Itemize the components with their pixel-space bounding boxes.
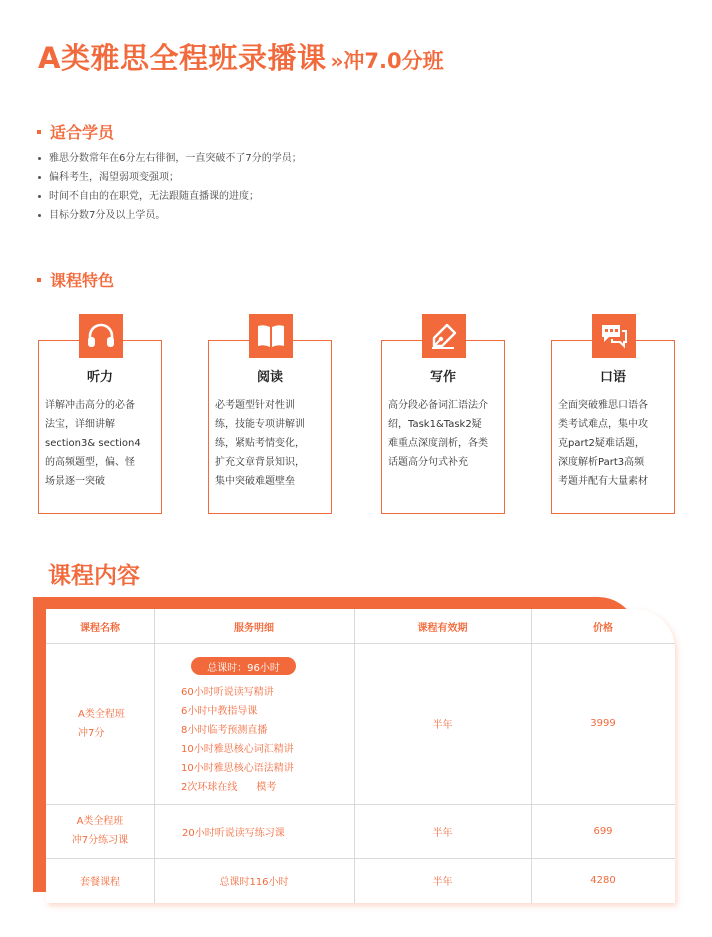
table-cell-validity: 半年 — [432, 877, 453, 888]
feature-card-writing — [381, 340, 505, 514]
card-text: 高分段必备词汇语法介 绍，Task1&Task2疑 难重点深度剖析，各类 话题高分句式补充 — [388, 400, 488, 468]
table-cell-detail: 20小时听说读写练习课 — [182, 827, 285, 839]
content-heading: 课程内容 — [48, 563, 140, 589]
table-cell-validity: 半年 — [432, 827, 453, 839]
card-text: 全面突破雅思口语各 类考试难点，集中攻 克part2疑难话题， 深度解析Part3高频 考题并配有大量素材 — [558, 400, 648, 487]
heading-marker — [37, 130, 41, 134]
table-cell-name: A类全程班 冲7分 — [78, 708, 125, 739]
table-cell-name: A类全程班 冲7分练习课 — [71, 816, 129, 846]
feature-card-listening — [38, 340, 162, 514]
audience-heading — [37, 120, 114, 143]
list-item: 8小时临考预测直播 — [181, 725, 268, 736]
column-header: 服务明细 — [234, 622, 274, 634]
table-cell-price: 4280 — [590, 875, 616, 886]
title-main: A类雅思全程班录播课 — [38, 41, 327, 75]
course-table — [46, 609, 675, 903]
card-title: 听力 — [86, 370, 113, 385]
card-title: 口语 — [599, 370, 626, 385]
title-arrow: » — [330, 49, 344, 73]
list-item: 偏科考生，渴望弱项变强项； — [38, 168, 302, 187]
feature-card-speaking — [551, 340, 675, 514]
heading-marker — [37, 278, 41, 282]
list-item: 目标分数7分及以上学员。 — [38, 206, 302, 225]
column-header: 课程名称 — [80, 622, 120, 634]
column-header: 价格 — [593, 622, 613, 634]
card-title: 阅读 — [256, 370, 283, 385]
card-text: 必考题型针对性训 练，技能专项讲解训 练，紧贴考情变化， 扩充文章背景知识， 集中突破难题壁垒 — [215, 400, 305, 487]
table-cell-validity: 半年 — [432, 720, 453, 731]
audience-list — [38, 149, 302, 225]
list-item: 时间不自由的在职党，无法跟随直播课的进度； — [38, 187, 302, 206]
speech-bubble-icon — [592, 314, 636, 358]
list-item: 10小时雅思核心词汇精讲 — [181, 744, 294, 755]
title-sub: 冲7.0分班 — [343, 49, 444, 73]
bullet-icon — [38, 157, 41, 160]
list-item: 60小时听说读写精讲 — [181, 687, 274, 698]
pen-icon — [422, 314, 466, 358]
bullet-icon — [38, 195, 41, 198]
list-item: 2次环球在线 模考 — [181, 782, 277, 793]
bullet-icon — [38, 176, 41, 179]
audience-heading-text: 适合学员 — [50, 123, 115, 142]
table-cell-price: 699 — [593, 825, 613, 837]
features-heading — [37, 268, 114, 291]
page-title — [38, 36, 444, 77]
table-cell-price: 3999 — [590, 718, 616, 729]
features-heading-text: 课程特色 — [50, 271, 115, 290]
column-header: 课程有效期 — [417, 622, 468, 634]
card-title: 写作 — [429, 370, 456, 385]
service-detail-list — [181, 683, 294, 797]
list-item: 10小时雅思核心语法精讲 — [181, 763, 294, 774]
table-cell-name: 套餐课程 — [80, 877, 120, 888]
headphones-icon — [79, 314, 123, 358]
feature-card-reading — [208, 340, 332, 514]
book-icon — [249, 314, 293, 358]
list-item: 6小时中教指导课 — [181, 706, 258, 717]
total-hours-badge: 总课时：96小时 — [191, 657, 296, 675]
list-item: 雅思分数常年在6分左右徘徊，一直突破不了7分的学员； — [38, 149, 302, 168]
card-text: 详解冲击高分的必备 法宝，详细讲解 section3& section4 的高频题型，偏、怪 场景逐一突破 — [45, 400, 141, 487]
table-cell-detail: 总课时116小时 — [219, 877, 289, 888]
bullet-icon — [38, 214, 41, 217]
